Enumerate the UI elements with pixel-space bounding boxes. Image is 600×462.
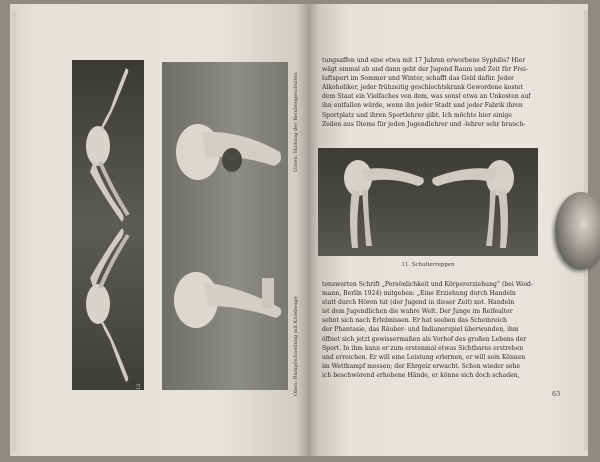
two-figure-bending-photo [162, 62, 288, 390]
metal-clip [555, 192, 600, 270]
left-page-edge [12, 10, 16, 450]
text-line: im Wettkampf messen; der Ehrgeiz erwacht. Schon wieder sehe [322, 362, 521, 370]
text-line: öffnet sich jetzt gewissermaßen als Vorhof des großen Lebens der [322, 335, 527, 343]
caption-top: Unten: Haltung der Beinbeugeschulten [293, 72, 299, 172]
two-figure-mirror-photo [72, 60, 144, 390]
text-line: Sport. In ihm kann er zum erstenmal etwas Sichtbares erstreben [322, 344, 524, 352]
text-line: mann, Berlin 1924) mitgeben: „Eine Erziehung durch Handeln [322, 290, 516, 298]
text-line: statt durch Hören tut (der Jugend in dieser Zeit) not. Handeln [322, 299, 515, 307]
paragraph-top [322, 56, 560, 129]
text-line: und erreichen. Er will eine Leistung erlernen, er will sein Können [322, 353, 526, 361]
text-line: luftsport im Sommer und Winter, schafft das Geld dafür. Jeder [322, 75, 514, 83]
text-line: Zeilen aus Diems für jeden Jugendlehrer und -lehrer sehr brauch- [322, 120, 526, 128]
paragraph-bottom [322, 280, 560, 380]
figure-caption: 11. Schulterreppen [401, 262, 455, 268]
page-number: 63 [552, 390, 561, 398]
text-line: ich beschwörend erhobene Hände, er könne sich doch schaden, [322, 371, 520, 379]
text-line: ist dem Jugendlichen die wahre Welt. Der Junge im Reifealter [322, 308, 513, 316]
text-line: der Phantasie, das Räuber- und Indianerspiel überwunden, ihm [322, 326, 519, 334]
left-page [10, 4, 308, 456]
text-line: tenswerten Schrift „Persönlichkeit und Körpererziehung“ (bei Weid- [322, 281, 534, 288]
text-line: ihn entfallen würde, wenn ihn jeder Stadt und jeder Fabrik ihren [322, 102, 523, 110]
two-figure-bridge-photo [318, 148, 538, 256]
text-line: dem Staat ein Vielfaches von dem, was sonst etwa an Unkosten auf [322, 93, 531, 101]
text-line: sehnt sich nach Erlebnissen. Er hat soeben das Scheinreich [322, 317, 507, 325]
caption-bottom: Oben: Rumpfschnellung mit Kniebeuge [293, 296, 299, 396]
text-line: wägt einmal ab und dann gebt der Jugend Raum und Zeit für Frei- [322, 66, 528, 74]
text-line: Sportplatz und ihren Sportlehrer gibt. Ich möchte hier einige [322, 111, 512, 119]
text-line: tungsaffen und eine etwa mit 17 Jahren erworbene Syphilis? Hier [322, 57, 526, 64]
book-spread [6, 4, 594, 456]
photo-side-number: 12 [136, 383, 142, 390]
right-page [308, 4, 588, 456]
text-line: Alkoholiker, jeder frühzeitig geschlechtskrank Gewordene kostet [322, 84, 523, 92]
